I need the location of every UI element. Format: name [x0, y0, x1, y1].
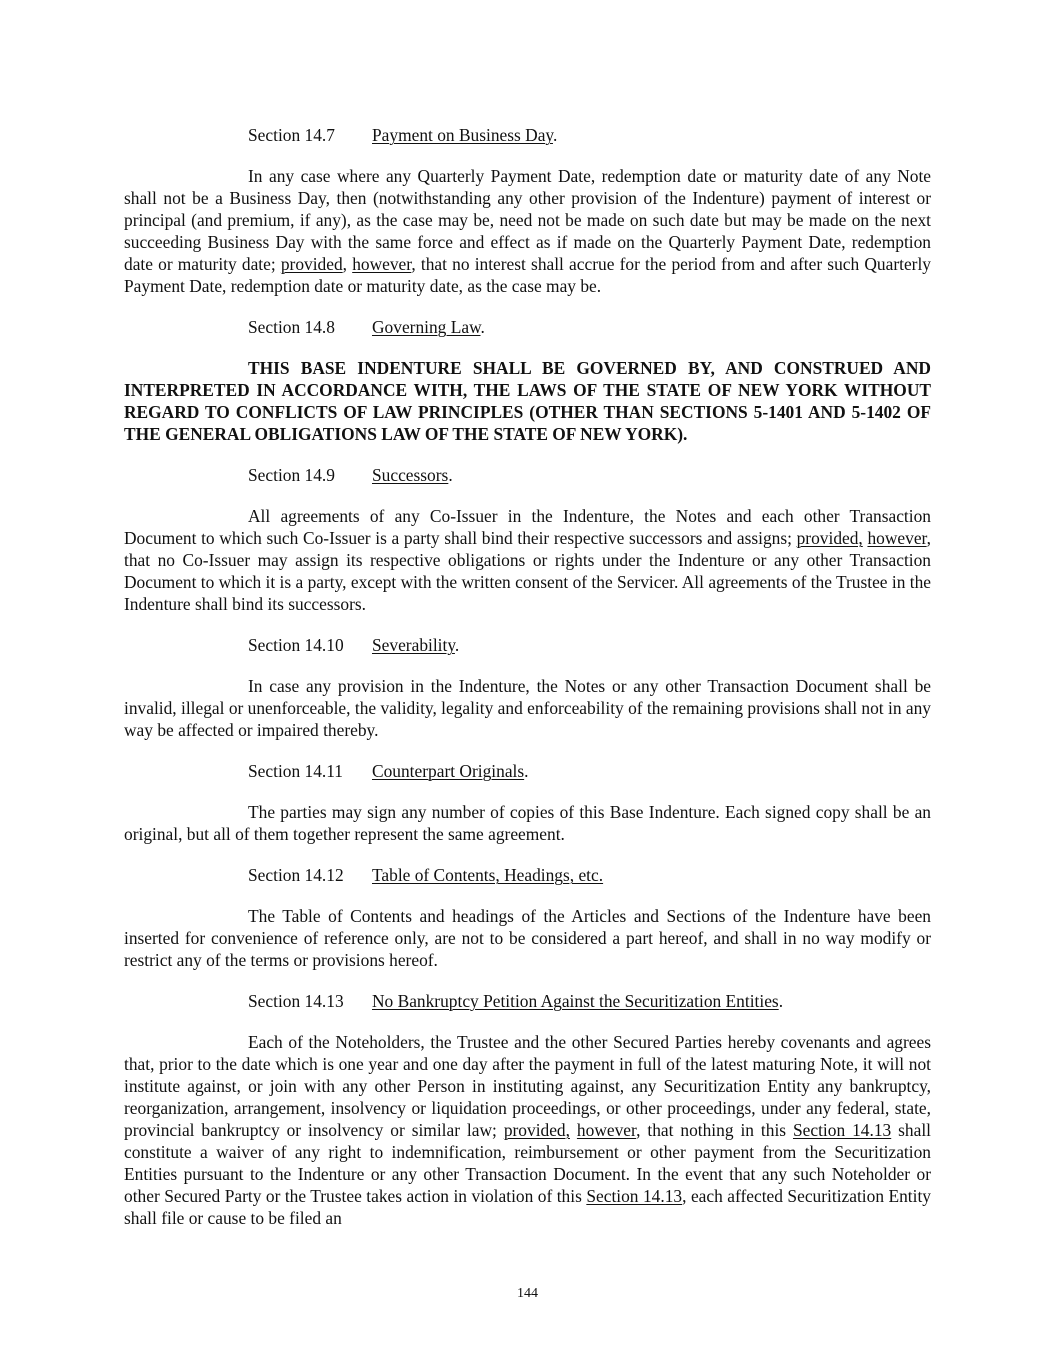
section-number: Section 14.8: [248, 317, 335, 337]
section-14-9-paragraph: [124, 505, 931, 615]
paragraph-text-mid: , that nothing in this: [636, 1120, 793, 1140]
section-14-13-paragraph: [124, 1031, 931, 1229]
provided-term: provided,: [503, 1120, 570, 1140]
paragraph-text: All agreements of any Co-Issuer in the Indenture, the Notes and each other Transaction Document to which such Co-Issuer is a party shall bind their respective successors and assigns;: [124, 506, 931, 548]
comma: ,: [342, 254, 353, 274]
however-term: however: [576, 1120, 637, 1140]
section-reference: Section 14.13: [792, 1120, 892, 1140]
section-14-11-heading: [124, 760, 931, 782]
period: .: [480, 317, 485, 337]
section-number: Section 14.13: [248, 991, 344, 1011]
document-page: [124, 124, 931, 1248]
section-14-8-paragraph: THIS BASE INDENTURE SHALL BE GOVERNED BY, AND CONSTRUED AND INTERPRETED IN ACCORDANCE WITH, THE LAWS OF THE STATE OF NEW YORK WITHOUT REGARD TO CONFLICTS OF LAW PRINCIPLES (OTHER THAN SECTIONS 5-1401 AND 5-1402 OF THE GENERAL OBLIGATIONS LAW OF THE STATE OF NEW YORK).: [124, 358, 931, 444]
provided-term: provided,: [796, 528, 863, 548]
period: .: [524, 761, 529, 781]
section-14-7-heading: [124, 124, 931, 146]
section-14-12-heading: [124, 864, 931, 886]
period: .: [448, 465, 453, 485]
period: .: [552, 125, 558, 145]
paragraph-text: In any case where any Quarterly Payment Date, redemption date or maturity date of any Note shall not be a Business Day, then (notwithstanding any other provision of the Indenture) payment of interest or principal (and premium, if any), as the case may be, need not be made on such date but may be made on the next succeeding Business Day with the same force and effect as if made on the Quarterly Payment Date, redemption date or maturity date;: [124, 166, 931, 274]
however-term: however: [352, 254, 412, 274]
section-14-10-paragraph: In case any provision in the Indenture, the Notes or any other Transaction Document shall be invalid, illegal or unenforceable, the validity, legality and enforceability of the remaining provisions shall not in any way be affected or impaired thereby.: [124, 676, 931, 740]
section-14-10-heading: [124, 634, 931, 656]
paragraph-text-mid: shall constitute a waiver of any right to indemnification, reimbursement or other payment from the Securitization Entities pursuant to the Indenture or any other Transaction Document. In the event that any such Noteholder or other Secured Party or the Trustee takes action in violation of this: [124, 1120, 931, 1206]
section-number: Section 14.11: [248, 761, 343, 781]
section-14-7-paragraph: [124, 165, 931, 297]
period: .: [454, 635, 460, 655]
section-14-12-paragraph: The Table of Contents and headings of the Articles and Sections of the Indenture have been inserted for convenience of reference only, are not to be considered a part hereof, and shall in no way modify or restrict any of the terms or provisions hereof.: [124, 906, 931, 970]
however-term: however: [867, 528, 927, 548]
section-14-11-paragraph: The parties may sign any number of copies of this Base Indenture. Each signed copy shall be an original, but all of them together represent the same agreement.: [124, 802, 931, 844]
paragraph-text-end: , each affected Securitization Entity shall file or cause to be filed an: [124, 1186, 931, 1228]
paragraph-text-end: , that no Co-Issuer may assign its respective obligations or rights under the Indenture or any other Transaction Document to which it is a party, except with the written consent of the Servicer. All agreements of the Trustee in the Indenture shall bind its successors.: [124, 528, 931, 614]
provided-term: provided: [280, 254, 343, 274]
section-title: Governing Law: [372, 317, 481, 337]
page-number: 144: [517, 1286, 538, 1301]
section-title: Severability: [372, 635, 455, 655]
section-number: Section 14.9: [248, 465, 335, 485]
section-number: Section 14.12: [248, 865, 344, 885]
section-title: Table of Contents, Headings, etc.: [372, 865, 604, 885]
space: [570, 1120, 577, 1140]
period: .: [778, 991, 784, 1011]
section-title: No Bankruptcy Petition Against the Securitization Entities: [372, 991, 779, 1011]
section-reference: Section 14.13: [586, 1186, 683, 1206]
section-number: Section 14.7: [248, 125, 335, 145]
section-number: Section 14.10: [248, 635, 344, 655]
section-title: Payment on Business Day: [372, 125, 553, 145]
section-14-8-heading: [124, 316, 931, 338]
section-14-9-heading: [124, 464, 931, 486]
section-14-13-heading: [124, 990, 931, 1012]
section-title: Counterpart Originals: [372, 761, 525, 781]
paragraph-text-end: , that no interest shall accrue for the period from and after such Quarterly Payment Date, redemption date or maturity date, as the case may be.: [124, 254, 931, 296]
section-title: Successors: [372, 465, 449, 485]
paragraph-text: Each of the Noteholders, the Trustee and the other Secured Parties hereby covenants and agrees that, prior to the date which is one year and one day after the payment in full of the latest maturing Note, it will not institute against, or join with any other Person in instituting against, any Securitization Entity any bankruptcy, reorganization, arrangement, insolvency or liquidation proceedings, or other proceedings, under any federal, state, provincial bankruptcy or insolvency or similar law;: [124, 1032, 931, 1140]
